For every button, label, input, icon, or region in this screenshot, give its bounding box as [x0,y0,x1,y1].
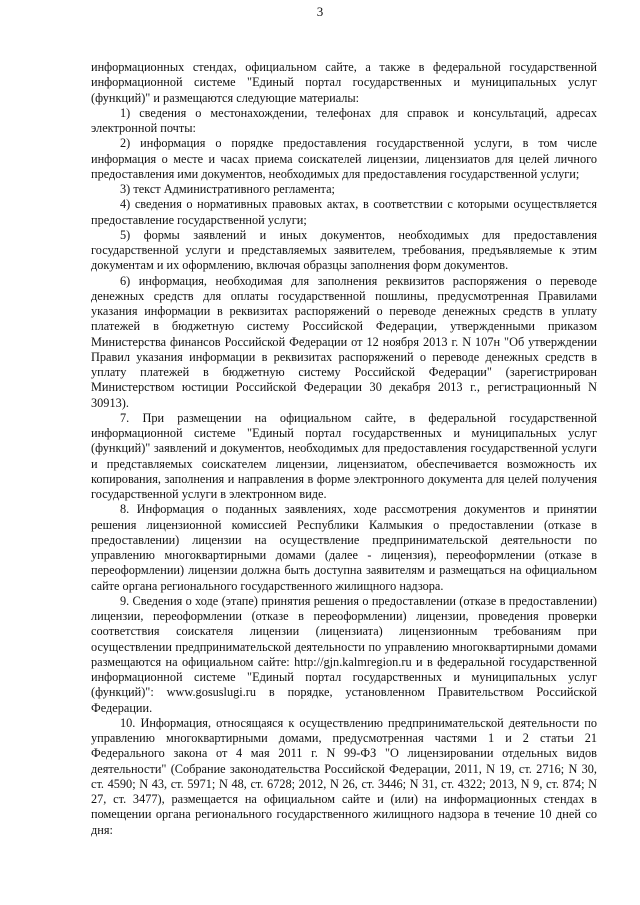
list-item-5-forms: 5) формы заявлений и иных документов, необходимых для предоставления государственной услуги и представляемых заявителем, требования, предъявляемые к этим документам и их оформлению, включая образцы заполнения форм документов. [91,227,597,273]
section-9-decision-progress: 9. Сведения о ходе (этапе) принятия решения о предоставлении (отказе в предоставлении) лицензии, переоформлении (отказе в переоформлении) лицензии, проведения проверки соответствия соискателя лицензии (лицензиата) лицензионным требованиям при осуществлении предпринимательской деятельности по управлению многоквартирными домами размещаются на официальном сайте: http://gjn.kalmregion.ru и в федеральной государственной информационной системе "Единый портал государственных и муниципальных услуг (функций)": www.gosuslugi.ru в порядке, установленном Правительством Российской Федерации. [91,593,597,715]
list-item-4-legal-acts: 4) сведения о нормативных правовых актах, в соответствии с которыми осуществляется предоставление государственной услуги; [91,197,597,227]
list-item-3-regulation-text: 3) текст Административного регламента; [120,182,335,196]
section-7-online-documents: 7. При размещении на официальном сайте, в федеральной государственной информационной системе "Единый портал государственных и муниципальных услуг (функций)" заявлений и документов, необходимых для предоставления государственной услуги и представляемых соискателем лицензии, лицензиатом, обеспечивается возможность их копирования, заполнения и направления в форме электронного документа для целей получения государственной услуги в электронном виде. [91,410,597,501]
list-item-2-procedure: 2) информация о порядке предоставления государственной услуги, в том числе информация о месте и часах приема соискателей лицензии, лицензиатов для целей личного предоставления ими документов, необходимых для предоставления государственной услуги; [91,136,597,181]
list-item-1-contacts: 1) сведения о местонахождении, телефонах для справок и консультаций, адресах электронной почты: [91,105,597,135]
page-number: 3 [316,4,324,19]
list-item-6-payment-info: 6) информация, необходимая для заполнения реквизитов распоряжения о переводе денежных средств для оплаты государственной пошлины, предусмотренная Правилами указания информации в реквизитах распоряжений о переводе денежных средств в уплату платежей в бюджетную систему Российской Федерации, утвержденными приказом Министерства финансов Российской Федерации от 12 ноября 2013 г. N 107н "Об утверждении Правил указания информации в реквизитах распоряжений о переводе денежных средств в уплату платежей в бюджетную систему Российской Федерации" (зарегистрирован Министерством юстиции Российской Федерации 30 декабря 2013 г., регистрационный N 30913). [91,273,597,410]
document-body [91,60,597,838]
section-10-license-information: 10. Информация, относящаяся к осуществлению предпринимательской деятельности по управлению многоквартирными домами, предусмотренная частями 1 и 2 статьи 21 Федерального закона от 4 мая 2011 г. N 99-ФЗ "О лицензировании отдельных видов деятельности" (Собрание законодательства Российской Федерации, 2011, N 19, ст. 2716; N 30, ст. 4590; N 43, ст. 5971; N 48, ст. 6728; 2012, N 26, ст. 3446; N 31, ст. 4322; 2013, N 9, ст. 874; N 27, ст. 3477), размещается на официальном сайте и (или) на информационных стендах в помещении органа регионального государственного жилищного надзора в течение 10 дней со дня: [91,715,597,837]
section-8-application-status: 8. Информация о поданных заявлениях, ходе рассмотрения документов и принятии решения лицензионной комиссией Республики Калмыкия о предоставлении (отказе в предоставлении) лицензии на осуществление предпринимательской деятельности по управлению многоквартирными домами (далее - лицензия), переоформлении (отказе в переоформлении) лицензии должна быть доступна заявителям и размещаться на официальном сайте органа регионального государственного жилищного надзора. [91,502,597,593]
paragraph-intro-continuation: информационных стендах, официальном сайте, а также в федеральной государственной информационной системе "Единый портал государственных и муниципальных услуг (функций)" и размещаются следующие материалы: [91,60,597,105]
